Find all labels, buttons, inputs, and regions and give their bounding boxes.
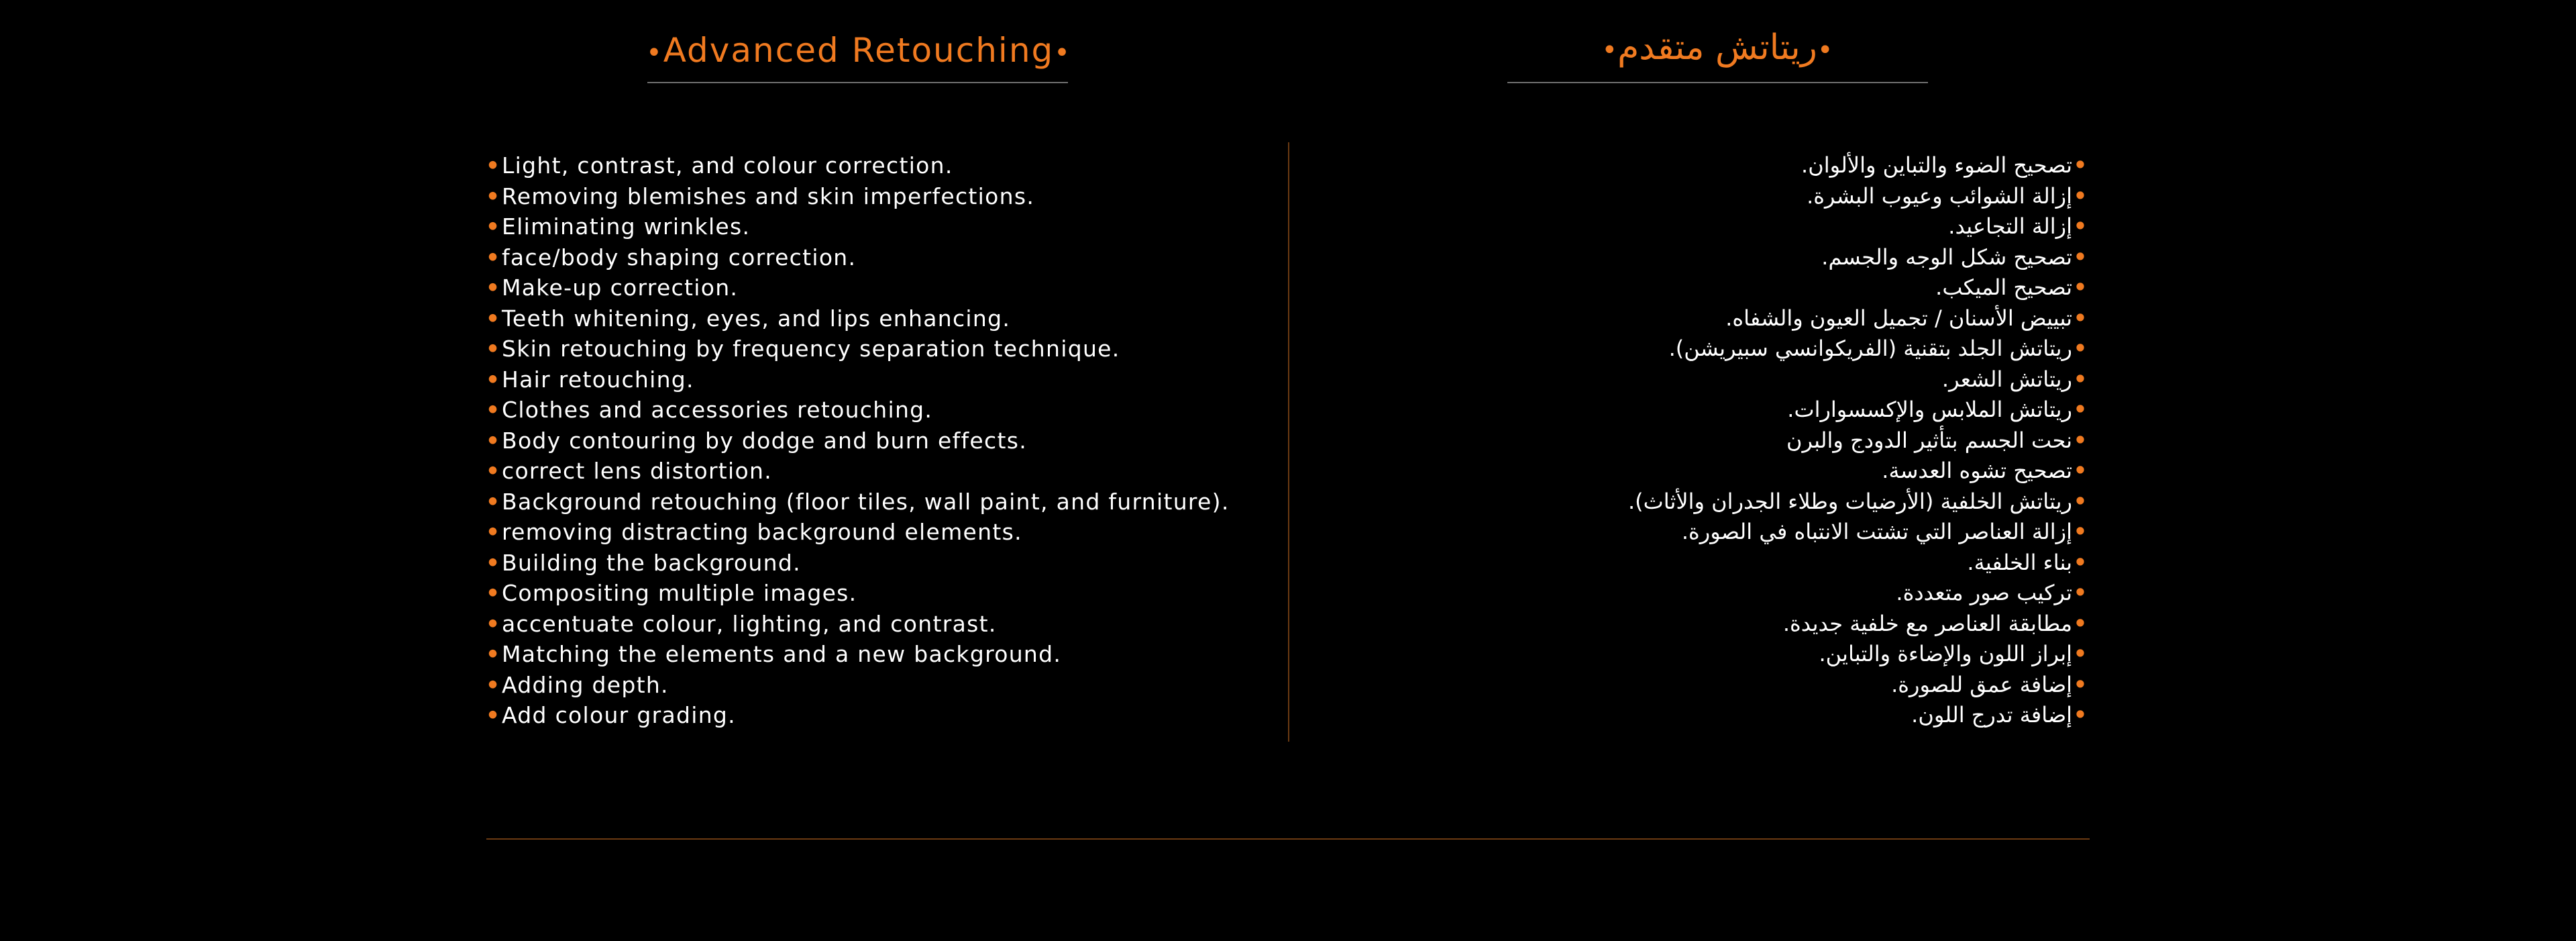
list-item-text: correct lens distortion. xyxy=(502,458,773,484)
list-item-text: نحت الجسم بتأثير الدودج والبرن xyxy=(1786,427,2072,453)
bullet-icon: • xyxy=(486,549,501,576)
bullet-icon: • xyxy=(2073,366,2088,392)
list-item-text: Add colour grading. xyxy=(502,702,736,728)
list-item xyxy=(486,364,1230,395)
bullet-icon: • xyxy=(486,641,501,667)
list-item xyxy=(486,639,1230,670)
list-item-text: تركيب صور متعددة. xyxy=(1896,580,2072,605)
list-item xyxy=(1628,334,2088,364)
list-item-text: إضافة تدرج اللون. xyxy=(1911,702,2072,728)
list-item xyxy=(486,150,1230,181)
list-item-text: إبراز اللون والإضاءة والتباين. xyxy=(1819,641,2072,666)
bullet-icon: • xyxy=(486,336,501,362)
list-item xyxy=(486,670,1230,701)
bullet-icon: • xyxy=(486,427,501,454)
bullet-icon: • xyxy=(486,366,501,393)
arabic-title-text: ريتاتش متقدم xyxy=(1617,28,1817,68)
list-item xyxy=(486,548,1230,579)
list-item xyxy=(1628,517,2088,548)
bullet-icon: • xyxy=(486,305,501,332)
list-item xyxy=(1628,303,2088,334)
list-item-text: Hair retouching. xyxy=(502,366,694,393)
list-item xyxy=(486,181,1230,212)
arabic-title xyxy=(1503,24,1932,74)
arabic-service-list xyxy=(1628,150,2088,731)
bullet-icon: • xyxy=(2073,610,2088,636)
bullet-icon: • xyxy=(2073,244,2088,270)
list-item-text: Background retouching (floor tiles, wall paint, and furniture). xyxy=(502,488,1230,515)
bottom-divider xyxy=(486,838,2090,840)
english-title-text: Advanced Retouching xyxy=(663,31,1055,70)
list-item-text: ريتاتش الخلفية (الأرضيات وطلاء الجدران والأثاث). xyxy=(1627,488,2072,514)
bullet-icon: • xyxy=(486,702,501,728)
bullet-icon: • xyxy=(2073,671,2088,697)
bullet-icon: • xyxy=(2073,305,2088,331)
list-item-text: Light, contrast, and colour correction. xyxy=(502,152,953,179)
bullet-icon: • xyxy=(2073,183,2088,209)
list-item xyxy=(486,487,1230,517)
list-item xyxy=(486,334,1230,364)
bullet-icon: • xyxy=(2073,275,2088,300)
bullet-icon: • xyxy=(2073,336,2088,361)
arabic-title-underline xyxy=(1507,82,1928,83)
bullet-icon: • xyxy=(486,397,501,423)
list-item xyxy=(486,700,1230,731)
bullet-icon: • xyxy=(2073,641,2088,666)
title-dot-start: • xyxy=(1817,35,1833,66)
bullet-icon: • xyxy=(486,488,501,515)
list-item xyxy=(486,211,1230,242)
list-item xyxy=(486,517,1230,548)
list-item-text: Body contouring by dodge and burn effects. xyxy=(502,427,1028,454)
title-dot-right: • xyxy=(1054,38,1071,68)
list-item xyxy=(1628,242,2088,273)
bullet-icon: • xyxy=(2073,458,2088,483)
list-item-text: Clothes and accessories retouching. xyxy=(502,397,933,423)
bullet-icon: • xyxy=(2073,488,2088,514)
bullet-icon: • xyxy=(486,610,501,637)
list-item-text: ريتاتش الشعر. xyxy=(1941,366,2072,392)
list-item xyxy=(486,395,1230,426)
bullet-icon: • xyxy=(2073,580,2088,605)
list-item xyxy=(1628,487,2088,517)
bullet-icon: • xyxy=(486,244,501,270)
list-item-text: إزالة التجاعيد. xyxy=(1948,213,2072,239)
list-item xyxy=(1628,181,2088,212)
list-item-text: بناء الخلفية. xyxy=(1967,549,2072,575)
list-item-text: مطابقة العناصر مع خلفية جديدة. xyxy=(1782,610,2072,636)
english-service-list xyxy=(486,150,1230,731)
bullet-icon: • xyxy=(486,671,501,698)
list-item xyxy=(1628,609,2088,640)
bullet-icon: • xyxy=(2073,702,2088,728)
bullet-icon: • xyxy=(486,519,501,545)
list-item-text: ريتاتش الجلد بتقنية (الفريكوانسي سبيريشن). xyxy=(1668,336,2072,361)
list-item-text: تصحيح تشوه العدسة. xyxy=(1882,458,2072,483)
list-item xyxy=(1628,395,2088,426)
bullet-icon: • xyxy=(486,580,501,606)
english-title-underline xyxy=(647,82,1068,83)
list-item-text: Teeth whitening, eyes, and lips enhancing. xyxy=(502,305,1011,332)
title-dot-left: • xyxy=(646,38,663,68)
list-item xyxy=(486,609,1230,640)
list-item-text: Skin retouching by frequency separation technique. xyxy=(502,336,1120,362)
column-divider xyxy=(1288,142,1289,742)
list-item xyxy=(1628,700,2088,731)
list-item xyxy=(486,578,1230,609)
list-item-text: Compositing multiple images. xyxy=(502,580,857,606)
list-item-text: Matching the elements and a new background. xyxy=(502,641,1062,667)
list-item-text: ريتاتش الملابس والإكسسوارات. xyxy=(1787,397,2072,422)
list-item-text: Building the background. xyxy=(502,549,801,576)
list-item-text: إزالة العناصر التي تشتت الانتباه في الصورة. xyxy=(1681,519,2072,544)
list-item xyxy=(486,242,1230,273)
list-item xyxy=(1628,211,2088,242)
title-dot-end: • xyxy=(1601,35,1618,66)
bullet-icon: • xyxy=(486,152,501,179)
bullet-icon: • xyxy=(2073,152,2088,178)
bullet-icon: • xyxy=(2073,213,2088,239)
list-item xyxy=(486,426,1230,456)
list-item-text: face/body shaping correction. xyxy=(502,244,857,270)
list-item xyxy=(1628,364,2088,395)
list-item-text: Eliminating wrinkles. xyxy=(502,213,751,240)
list-item xyxy=(486,273,1230,303)
list-item xyxy=(1628,548,2088,579)
list-item-text: تصحيح الميكب. xyxy=(1935,275,2072,300)
bullet-icon: • xyxy=(2073,397,2088,422)
list-item xyxy=(486,456,1230,487)
bullet-icon: • xyxy=(486,458,501,484)
bullet-icon: • xyxy=(486,183,501,209)
list-item-text: accentuate colour, lighting, and contrast. xyxy=(502,610,997,637)
list-item-text: تصحيح الضوء والتباين والألوان. xyxy=(1801,152,2072,178)
list-item-text: إزالة الشوائب وعيوب البشرة. xyxy=(1807,183,2072,209)
list-item xyxy=(1628,273,2088,303)
list-item-text: تبييض الأسنان / تجميل العيون والشفاه. xyxy=(1725,305,2072,331)
list-item-text: Removing blemishes and skin imperfections. xyxy=(502,183,1035,209)
list-item xyxy=(1628,639,2088,670)
bullet-icon: • xyxy=(486,213,501,240)
bullet-icon: • xyxy=(486,275,501,301)
list-item-text: Make-up correction. xyxy=(502,275,739,301)
bullet-icon: • xyxy=(2073,427,2088,453)
bullet-icon: • xyxy=(2073,549,2088,575)
list-item xyxy=(1628,670,2088,701)
list-item xyxy=(1628,426,2088,456)
list-item xyxy=(1628,456,2088,487)
list-item xyxy=(1628,578,2088,609)
list-item-text: تصحيح شكل الوجه والجسم. xyxy=(1821,244,2072,270)
bullet-icon: • xyxy=(2073,519,2088,544)
list-item-text: إضافة عمق للصورة. xyxy=(1891,671,2072,697)
list-item-text: Adding depth. xyxy=(502,671,669,698)
english-title xyxy=(631,27,1087,77)
list-item xyxy=(486,303,1230,334)
list-item xyxy=(1628,150,2088,181)
list-item-text: removing distracting background elements. xyxy=(502,519,1022,545)
